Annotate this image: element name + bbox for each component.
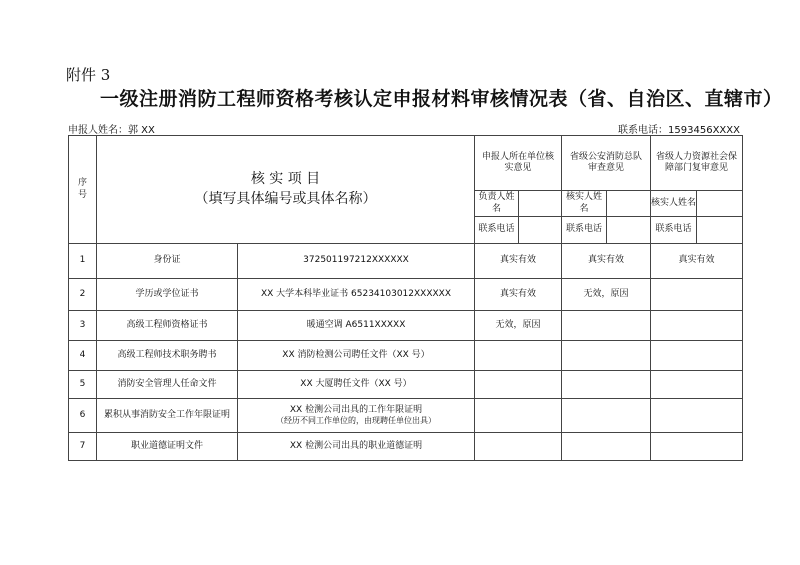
row-item-detail bbox=[238, 433, 475, 461]
detail-text: 暖通空调 A6511XXXXX bbox=[306, 319, 406, 330]
contact-label: 联系电话 bbox=[651, 217, 697, 244]
row-item-name: 职业道德证明文件 bbox=[97, 433, 238, 461]
contact-value[interactable] bbox=[607, 217, 651, 244]
row-number: 4 bbox=[69, 341, 97, 371]
person-value[interactable] bbox=[519, 191, 562, 217]
row-item-detail bbox=[238, 244, 475, 279]
opinion-cell[interactable] bbox=[651, 279, 743, 311]
person-label: 核实人姓名 bbox=[651, 191, 697, 217]
table-row bbox=[69, 341, 743, 371]
table-row bbox=[69, 244, 743, 279]
table-row bbox=[69, 371, 743, 399]
opinion-cell[interactable]: 真实有效 bbox=[562, 244, 651, 279]
form-title: 一级注册消防工程师资格考核认定申报材料审核情况表（省、自治区、直辖市） bbox=[100, 88, 783, 110]
row-number: 1 bbox=[69, 244, 97, 279]
row-item-detail bbox=[238, 399, 475, 433]
person-value[interactable] bbox=[697, 191, 743, 217]
detail-text: XX 检测公司出具的工作年限证明 bbox=[289, 404, 423, 415]
opinion-cell[interactable] bbox=[475, 399, 562, 433]
opinion-cell[interactable] bbox=[475, 341, 562, 371]
seq-header: 序号 bbox=[69, 136, 97, 244]
table-row bbox=[69, 399, 743, 433]
contact-value[interactable] bbox=[697, 217, 743, 244]
row-item-name: 消防安全管理人任命文件 bbox=[97, 371, 238, 399]
item-header-note: （填写具体编号或具体名称） bbox=[194, 190, 377, 207]
row-item-detail bbox=[238, 341, 475, 371]
opinion-cell[interactable]: 真实有效 bbox=[651, 244, 743, 279]
opinion-cell[interactable] bbox=[651, 341, 743, 371]
row-item-name: 身份证 bbox=[97, 244, 238, 279]
person-value[interactable] bbox=[607, 191, 651, 217]
row-number: 6 bbox=[69, 399, 97, 433]
opinion-header-fire: 省级公安消防总队审查意见 bbox=[562, 136, 651, 191]
person-label: 负责人姓名 bbox=[475, 191, 519, 217]
opinion-cell[interactable] bbox=[562, 399, 651, 433]
item-header-title: 核 实 项 目 bbox=[250, 170, 321, 187]
row-item-name: 高级工程师技术职务聘书 bbox=[97, 341, 238, 371]
applicant-name: 申报人姓名：郭 XX bbox=[68, 125, 155, 136]
opinion-cell[interactable] bbox=[562, 341, 651, 371]
row-item-detail bbox=[238, 279, 475, 311]
opinion-cell[interactable] bbox=[475, 371, 562, 399]
detail-text: XX 检测公司出具的职业道德证明 bbox=[289, 440, 423, 451]
contact-label: 联系电话 bbox=[562, 217, 607, 244]
row-item-name: 学历或学位证书 bbox=[97, 279, 238, 311]
row-number: 2 bbox=[69, 279, 97, 311]
opinion-header-hr: 省级人力资源社会保障部门复审意见 bbox=[651, 136, 743, 191]
detail-text: 372501197212XXXXXX bbox=[303, 255, 409, 266]
opinion-cell[interactable] bbox=[475, 433, 562, 461]
opinion-header-unit: 申报人所在单位核实意见 bbox=[475, 136, 562, 191]
row-item-name: 累积从事消防安全工作年限证明 bbox=[97, 399, 238, 433]
detail-text: XX 大学本科毕业证书 65234103012XXXXXX bbox=[260, 288, 452, 299]
opinion-cell[interactable] bbox=[562, 311, 651, 341]
opinion-cell[interactable] bbox=[651, 433, 743, 461]
contact-label: 联系电话 bbox=[475, 217, 519, 244]
row-item-detail bbox=[238, 311, 475, 341]
detail-text: XX 大厦聘任文件（XX 号） bbox=[300, 378, 412, 389]
row-item-detail bbox=[238, 371, 475, 399]
review-table bbox=[68, 135, 743, 461]
contact-value[interactable] bbox=[519, 217, 562, 244]
opinion-cell[interactable] bbox=[651, 371, 743, 399]
contact-phone: 联系电话：1593456XXXX bbox=[618, 125, 740, 136]
row-number: 5 bbox=[69, 371, 97, 399]
row-number: 3 bbox=[69, 311, 97, 341]
opinion-cell[interactable]: 无效，原因 bbox=[562, 279, 651, 311]
row-item-name: 高级工程师资格证书 bbox=[97, 311, 238, 341]
table-row bbox=[69, 279, 743, 311]
opinion-cell[interactable]: 真实有效 bbox=[475, 244, 562, 279]
row-number: 7 bbox=[69, 433, 97, 461]
opinion-cell[interactable] bbox=[562, 371, 651, 399]
opinion-cell[interactable] bbox=[562, 433, 651, 461]
opinion-cell[interactable]: 真实有效 bbox=[475, 279, 562, 311]
table-row bbox=[69, 311, 743, 341]
detail-note: （经历不同工作单位的，由现聘任单位出具） bbox=[276, 416, 436, 426]
annex-label: 附件 3 bbox=[66, 66, 111, 84]
detail-text: XX 消防检测公司聘任文件（XX 号） bbox=[282, 349, 430, 360]
item-header bbox=[97, 136, 475, 244]
person-label: 核实人姓名 bbox=[562, 191, 607, 217]
opinion-cell[interactable] bbox=[651, 399, 743, 433]
opinion-cell[interactable]: 无效，原因 bbox=[475, 311, 562, 341]
opinion-cell[interactable] bbox=[651, 311, 743, 341]
table-row bbox=[69, 433, 743, 461]
